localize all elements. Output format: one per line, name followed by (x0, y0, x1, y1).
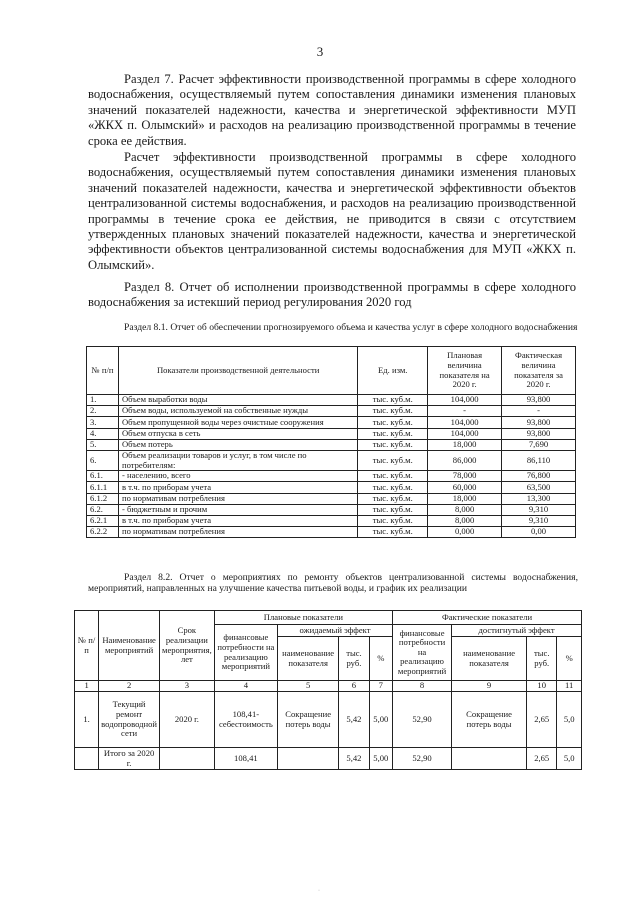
t2-header-num: № п/п (75, 611, 99, 681)
t2-header-term: Срок реализации мероприятия, лет (160, 611, 215, 681)
row-actual: 9,310 (502, 504, 576, 515)
row-num: 6.1.2 (87, 493, 119, 504)
row-indicator: Объем выработки воды (118, 395, 357, 406)
row-planned: 8,000 (428, 515, 502, 526)
table-row (87, 482, 576, 493)
header-actual: Фактическая величина показателя за 2020 г. (502, 347, 576, 395)
total-term-empty (160, 748, 215, 770)
row-num: 6.2.1 (87, 515, 119, 526)
row-planned: - (428, 406, 502, 417)
column-number: 3 (160, 681, 215, 692)
row-indicator: Объем потерь (118, 439, 357, 450)
row-actual: 0,00 (502, 527, 576, 538)
row-unit: тыс. куб.м. (358, 515, 428, 526)
scan-dot: · (318, 888, 320, 894)
row-planned: 78,000 (428, 471, 502, 482)
t2-header-name: Наименование мероприятий (99, 611, 160, 681)
row-unit: тыс. куб.м. (358, 471, 428, 482)
row-indicator: - населению, всего (118, 471, 357, 482)
row-unit: тыс. куб.м. (358, 527, 428, 538)
t2-header-fact-pct: % (557, 637, 582, 681)
column-number: 8 (393, 681, 452, 692)
table-row (87, 406, 576, 417)
measure-plan-rub: 5,42 (339, 692, 369, 748)
total-plan-rub: 5,42 (339, 748, 369, 770)
row-planned: 0,000 (428, 527, 502, 538)
header-unit: Ед. изм. (358, 347, 428, 395)
row-num: 6.2.2 (87, 527, 119, 538)
row-actual: - (502, 406, 576, 417)
section-7-title-paragraph: Раздел 7. Расчет эффективности производственной программы в сфере холодного водоснабжения, осуществляемый путем сопоставления динамики изменения плановых значений показателей надежности, качества и энергетической эффективности МУП «ЖКХ п. Олымский» и расходов на реализацию производственной программы в течение срока ее действия. (88, 72, 576, 148)
row-num: 1. (87, 395, 119, 406)
header-planned: Плановая величина показателя на 2020 г. (428, 347, 502, 395)
measure-fact-rub: 2,65 (527, 692, 557, 748)
row-num: 5. (87, 439, 119, 450)
column-number: 4 (214, 681, 277, 692)
t2-header-plan-effect: ожидаемый эффект (278, 625, 393, 637)
section-8-1-caption: Раздел 8.1. Отчет об обеспечении прогнозируемого объема и качества услуг в сфере холодного водоснабжения (124, 322, 578, 333)
measure-plan-fin: 108,41-себестоимость (214, 692, 277, 748)
measure-term: 2020 г. (160, 692, 215, 748)
volume-quality-table-body (87, 395, 576, 538)
t2-header-fact-effect-name: наименование показателя (452, 637, 527, 681)
column-number: 7 (369, 681, 392, 692)
column-number: 9 (452, 681, 527, 692)
header-indicator: Показатели производственной деятельности (118, 347, 357, 395)
total-fact-effect-empty (452, 748, 527, 770)
row-actual: 13,300 (502, 493, 576, 504)
row-planned: 8,000 (428, 504, 502, 515)
column-number: 11 (557, 681, 582, 692)
total-plan-pct: 5,00 (369, 748, 392, 770)
column-numbers-row (75, 681, 582, 692)
table-row (87, 493, 576, 504)
row-unit: тыс. куб.м. (358, 493, 428, 504)
total-num-empty (75, 748, 99, 770)
row-indicator: в т.ч. по приборам учета (118, 482, 357, 493)
total-plan-fin: 108,41 (214, 748, 277, 770)
total-row (75, 748, 582, 770)
table-row (87, 471, 576, 482)
measure-plan-effect-name: Сокращение потерь воды (278, 692, 339, 748)
row-planned: 60,000 (428, 482, 502, 493)
total-fact-fin: 52,90 (393, 748, 452, 770)
section-8-title-paragraph: Раздел 8. Отчет об исполнении производственной программы в сфере холодного водоснабжения за истекший период регулирования 2020 год (88, 280, 576, 310)
row-unit: тыс. куб.м. (358, 439, 428, 450)
row-unit: тыс. куб.м. (358, 482, 428, 493)
row-actual: 93,800 (502, 428, 576, 439)
row-actual: 63,500 (502, 482, 576, 493)
t2-header-plan-effect-name: наименование показателя (278, 637, 339, 681)
section-8-2-caption: Раздел 8.2. Отчет о мероприятиях по ремонту объектов централизованной системы водоснабжения, мероприятий, направленных на улучшение качества питьевой воды, и график их реализации (88, 572, 578, 594)
measure-fact-effect-name: Сокращение потерь воды (452, 692, 527, 748)
row-unit: тыс. куб.м. (358, 428, 428, 439)
page-number: 3 (316, 44, 324, 59)
table-row (87, 450, 576, 470)
row-indicator: - бюджетным и прочим (118, 504, 357, 515)
row-indicator: по нормативам потребления (118, 527, 357, 538)
measure-fact-pct: 5,0 (557, 692, 582, 748)
row-actual: 76,800 (502, 471, 576, 482)
total-fact-pct: 5,0 (557, 748, 582, 770)
t2-header-fact-effect: достигнутый эффект (452, 625, 582, 637)
row-planned: 18,000 (428, 493, 502, 504)
row-planned: 104,000 (428, 428, 502, 439)
row-actual: 9,310 (502, 515, 576, 526)
row-unit: тыс. куб.м. (358, 406, 428, 417)
row-actual: 93,800 (502, 395, 576, 406)
column-number: 6 (339, 681, 369, 692)
total-plan-effect-empty (278, 748, 339, 770)
row-planned: 18,000 (428, 439, 502, 450)
row-unit: тыс. куб.м. (358, 504, 428, 515)
repair-measures-table (74, 610, 582, 770)
t2-header-plan-rub: тыс. руб. (339, 637, 369, 681)
measure-name: Текущий ремонт водопроводной сети (99, 692, 160, 748)
table-row (87, 395, 576, 406)
column-number: 1 (75, 681, 99, 692)
row-actual: 7,690 (502, 439, 576, 450)
row-indicator: Объем реализации товаров и услуг, в том числе по потребителям: (118, 450, 357, 470)
t2-header-fact-rub: тыс. руб. (527, 637, 557, 681)
row-num: 2. (87, 406, 119, 417)
row-indicator: Объем воды, используемой на собственные нужды (118, 406, 357, 417)
table-row (87, 428, 576, 439)
table-row (87, 439, 576, 450)
row-num: 6. (87, 450, 119, 470)
row-num: 4. (87, 428, 119, 439)
column-number: 2 (99, 681, 160, 692)
column-number: 5 (278, 681, 339, 692)
t2-header-fact-group: Фактические показатели (393, 611, 582, 625)
row-actual: 86,110 (502, 450, 576, 470)
row-unit: тыс. куб.м. (358, 417, 428, 428)
row-actual: 93,800 (502, 417, 576, 428)
measure-plan-pct: 5,00 (369, 692, 392, 748)
measure-num: 1. (75, 692, 99, 748)
row-num: 6.2. (87, 504, 119, 515)
row-indicator: Объем пропущенной воды через очистные сооружения (118, 417, 357, 428)
row-unit: тыс. куб.м. (358, 395, 428, 406)
t2-header-plan-fin: финансовые потребности на реализацию мероприятий (214, 625, 277, 681)
table-row (87, 527, 576, 538)
measure-row (75, 692, 582, 748)
row-num: 3. (87, 417, 119, 428)
t2-header-plan-group: Плановые показатели (214, 611, 392, 625)
t2-header-fact-fin: финансовые потребности на реализацию мероприятий (393, 625, 452, 681)
section-7-body-paragraph: Расчет эффективности производственной программы в сфере холодного водоснабжения, осуществляемый путем сопоставления динамики изменения плановых значений показателей надежности, качества и энергетической эффективности объектов централизованной системы водоснабжения, и расходов на реализацию производственной программы в течение срока ее действия, не приводится в связи с отсутствием утвержденных плановых значений показателей надежности, качества и энергетической эффективности объектов централизованной системы водоснабжения для МУП «ЖКХ п. Олымский». (88, 150, 576, 272)
row-indicator: по нормативам потребления (118, 493, 357, 504)
table-row (87, 504, 576, 515)
table-row (87, 515, 576, 526)
row-planned: 104,000 (428, 417, 502, 428)
total-label: Итого за 2020 г. (99, 748, 160, 770)
row-unit: тыс. куб.м. (358, 450, 428, 470)
row-indicator: Объем отпуска в сеть (118, 428, 357, 439)
t2-header-plan-pct: % (369, 637, 392, 681)
total-fact-rub: 2,65 (527, 748, 557, 770)
volume-quality-table (86, 346, 576, 538)
column-number: 10 (527, 681, 557, 692)
row-num: 6.1.1 (87, 482, 119, 493)
table-row (87, 417, 576, 428)
row-indicator: в т.ч. по приборам учета (118, 515, 357, 526)
header-num: № п/п (87, 347, 119, 395)
measure-fact-fin: 52,90 (393, 692, 452, 748)
row-num: 6.1. (87, 471, 119, 482)
row-planned: 104,000 (428, 395, 502, 406)
row-planned: 86,000 (428, 450, 502, 470)
